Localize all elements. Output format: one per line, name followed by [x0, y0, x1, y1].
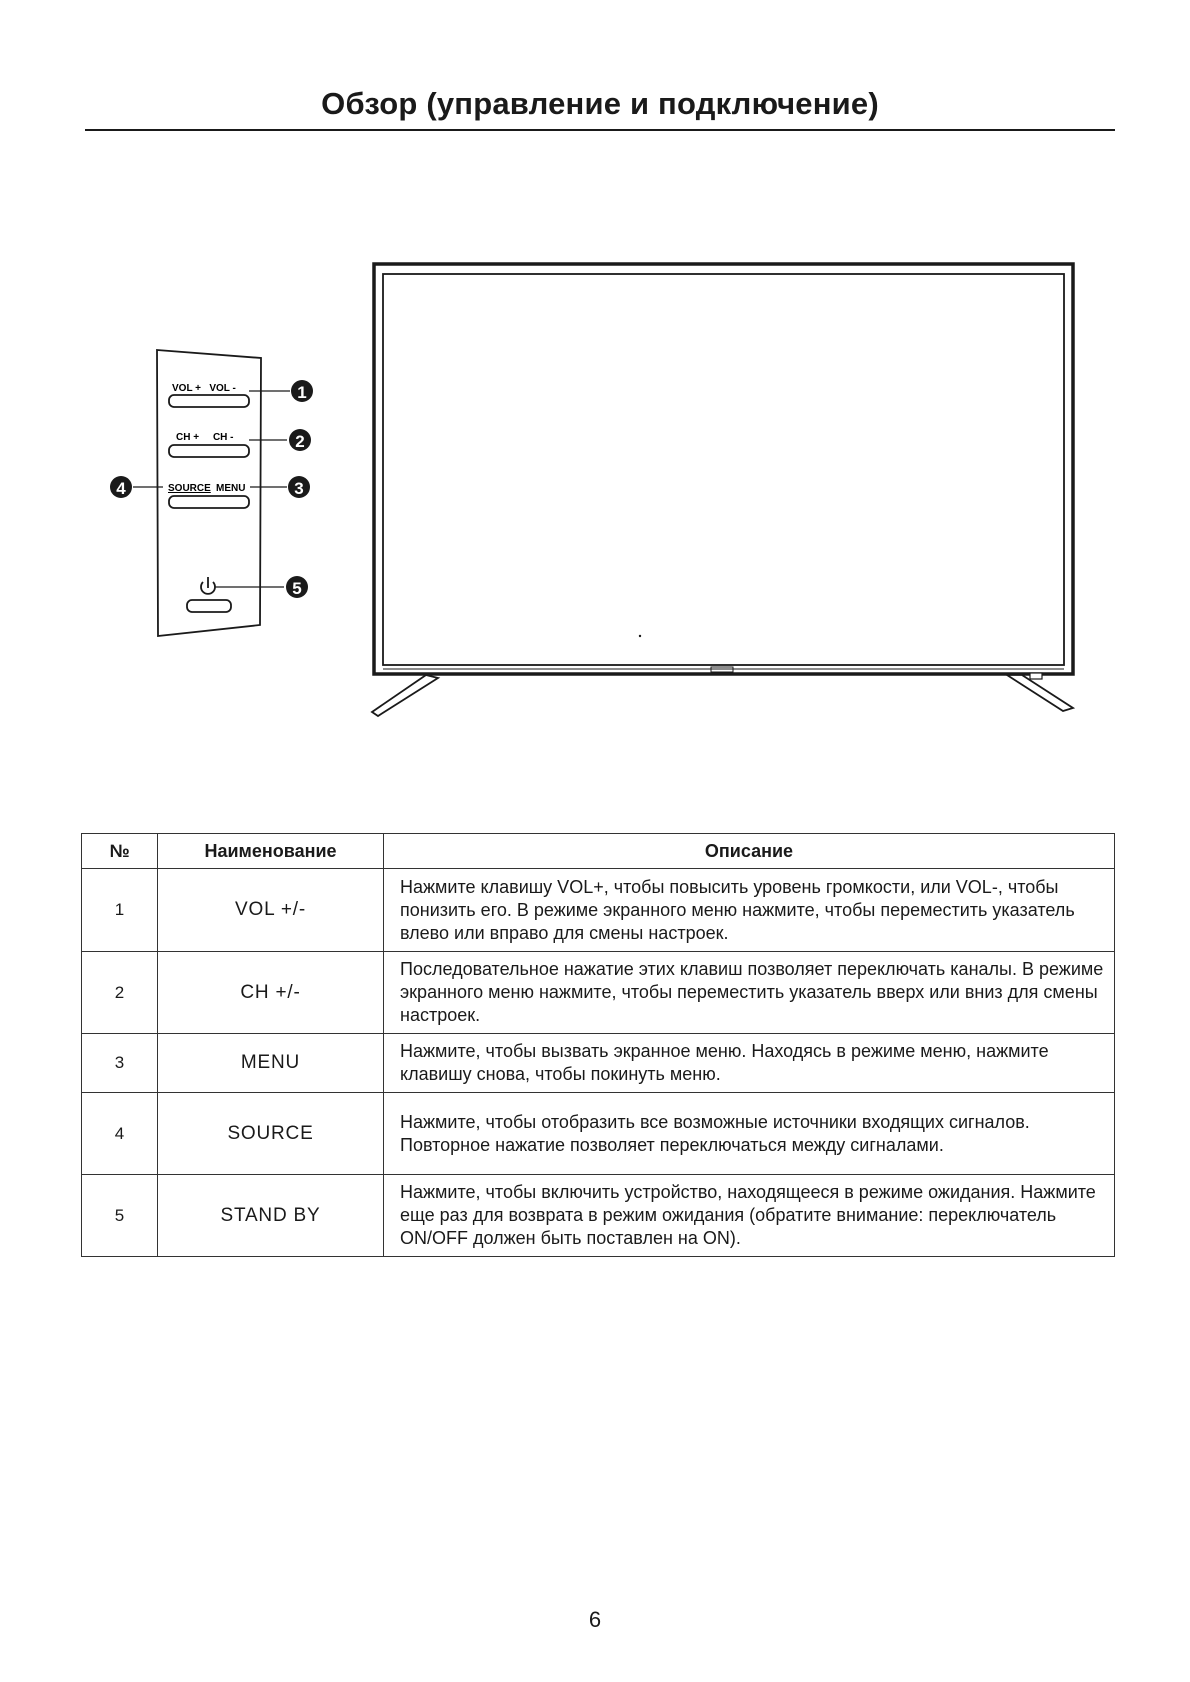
control-panel: [110, 350, 313, 636]
row-desc: Нажмите, чтобы отобразить все возможные источники входящих сигналов. Повторное нажатие позволяет переключаться между сигналами.: [384, 1093, 1115, 1175]
tv-stand-right: [1007, 675, 1073, 711]
row-num: 4: [82, 1093, 158, 1175]
source-menu-button[interactable]: [169, 496, 249, 508]
table-row: [82, 869, 1115, 952]
source-label: SOURCE: [168, 483, 211, 494]
callout-4: [110, 476, 132, 498]
table-row: [82, 1034, 1115, 1093]
row-desc: Нажмите, чтобы включить устройство, находящееся в режиме ожидания. Нажмите еще раз для возврата в режим ожидания (обратите внимание: переключатель ON/OFF должен быть поставлен на ON).: [384, 1175, 1115, 1257]
row-desc: Нажмите, чтобы вызвать экранное меню. Находясь в режиме меню, нажмите клавишу снова, чтобы покинуть меню.: [384, 1034, 1115, 1093]
ch-button[interactable]: [169, 445, 249, 457]
controls-table: [81, 833, 1115, 1257]
vol-button[interactable]: [169, 395, 249, 407]
row-num: 1: [82, 869, 158, 952]
table-row: [82, 952, 1115, 1034]
callout-1: [291, 380, 313, 402]
menu-label: MENU: [216, 483, 246, 494]
table-row: [82, 1175, 1115, 1257]
tv-diagram: [0, 0, 1190, 760]
tv-stand-left: [372, 675, 438, 716]
svg-text:4: 4: [116, 479, 126, 498]
svg-text:2: 2: [295, 432, 305, 451]
ch-label: CH + CH -: [176, 432, 234, 443]
row-name: STAND BY: [158, 1175, 384, 1257]
callout-3: [288, 476, 310, 498]
row-name: MENU: [158, 1034, 384, 1093]
standby-button[interactable]: [187, 600, 231, 612]
header-name: Наименование: [158, 834, 384, 869]
table-header-row: [82, 834, 1115, 869]
tv-illustration: [372, 264, 1073, 716]
header-num: №: [82, 834, 158, 869]
callout-5: [286, 576, 308, 598]
row-name: SOURCE: [158, 1093, 384, 1175]
header-desc: Описание: [384, 834, 1115, 869]
svg-text:5: 5: [292, 579, 302, 598]
svg-text:1: 1: [297, 383, 307, 402]
row-num: 3: [82, 1034, 158, 1093]
row-num: 5: [82, 1175, 158, 1257]
row-desc: Последовательное нажатие этих клавиш позволяет переключать каналы. В режиме экранного меню нажмите, чтобы переместить указатель вверх или вниз для смены настроек.: [384, 952, 1115, 1034]
vol-label: VOL + VOL -: [172, 383, 236, 394]
row-num: 2: [82, 952, 158, 1034]
page-number: 6: [588, 1607, 602, 1632]
svg-text:3: 3: [294, 479, 304, 498]
table-row: [82, 1093, 1115, 1175]
page-title: Обзор (управление и подключение): [321, 86, 879, 121]
row-desc: Нажмите клавишу VOL+, чтобы повысить уровень громкости, или VOL-, чтобы понизить его. В режиме экранного меню нажмите, чтобы переместить указатель влево или вправо для смены настроек.: [384, 869, 1115, 952]
row-name: CH +/-: [158, 952, 384, 1034]
row-name: VOL +/-: [158, 869, 384, 952]
callout-2: [289, 429, 311, 451]
